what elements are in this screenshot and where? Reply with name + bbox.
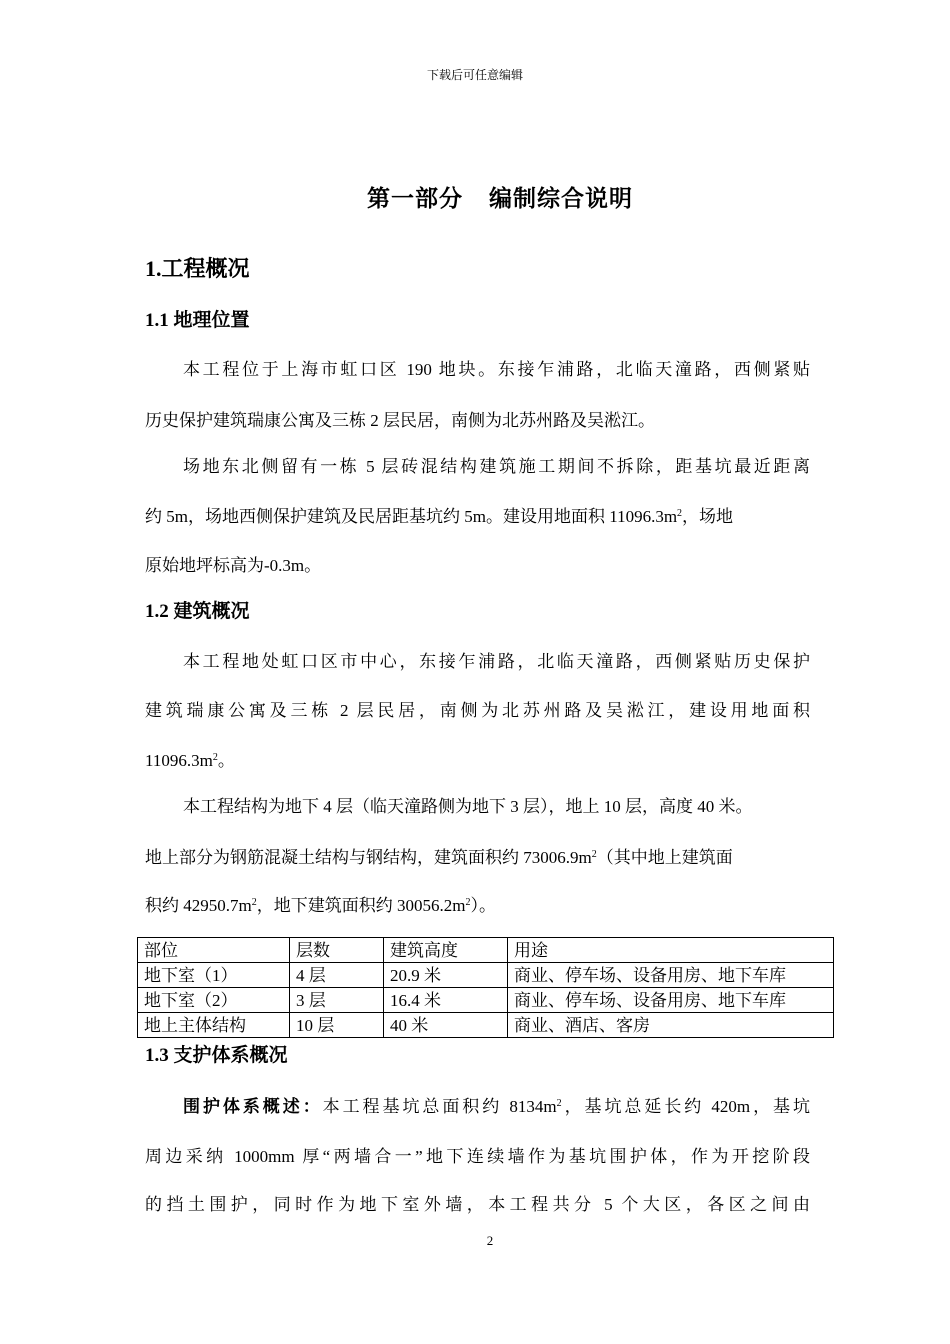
table-cell: 16.4 米	[384, 988, 508, 1013]
paragraph-line: 本工程地处虹口区市中心，东接乍浦路，北临天潼路，西侧紧贴历史保护	[183, 652, 810, 671]
text-run: 约 5m，场地西侧保护建筑及民居距基坑约 5m。建设用地面积 11096.3m	[145, 507, 678, 526]
text-run: （其中地上建筑面	[596, 848, 733, 867]
building-summary-table	[137, 937, 834, 1038]
section-heading-1-3: 1.3 支护体系概况	[145, 1045, 288, 1066]
superscript: 2	[212, 752, 218, 763]
table-header-cell: 用途	[508, 938, 834, 963]
paragraph-line	[183, 1092, 810, 1117]
paragraph-line: 原始地坪标高为-0.3m。	[145, 556, 322, 575]
paragraph-line	[145, 891, 810, 916]
paragraph-line: 历史保护建筑瑞康公寓及三栋 2 层民居，南侧为北苏州路及吴淞江。	[145, 411, 655, 430]
table-cell: 商业、酒店、客房	[508, 1013, 834, 1038]
table-cell: 地上主体结构	[138, 1013, 290, 1038]
text-run: 本工程基坑总面积约 8134m	[322, 1097, 557, 1116]
text-run: ，场地	[682, 507, 734, 526]
paragraph-line: 本工程位于上海市虹口区 190 地块。东接乍浦路，北临天潼路，西侧紧贴	[183, 360, 810, 379]
section-heading-1-1: 1.1 地理位置	[145, 310, 250, 331]
text-run: ，基坑总延长约 420m，基坑	[561, 1097, 810, 1116]
paragraph-line: 的挡土围护，同时作为地下室外墙，本工程共分 5 个大区，各区之间由	[145, 1195, 810, 1214]
page-number: 2	[486, 1233, 494, 1248]
superscript: 2	[556, 1098, 562, 1109]
table-header-cell: 部位	[138, 938, 290, 963]
table-header-cell: 层数	[290, 938, 384, 963]
paragraph-line: 场地东北侧留有一栋 5 层砖混结构建筑施工期间不拆除，距基坑最近距离	[183, 457, 810, 476]
section-heading-1: 1.工程概况	[145, 256, 250, 281]
table-row	[138, 1013, 834, 1038]
superscript: 2	[677, 508, 683, 519]
text-run: 地上部分为钢筋混凝土结构与钢结构，建筑面积约 73006.9m	[145, 848, 592, 867]
bold-keyword: 围护体系概述：	[183, 1097, 323, 1116]
superscript: 2	[591, 849, 597, 860]
table-cell: 地下室（1）	[138, 963, 290, 988]
table-cell: 20.9 米	[384, 963, 508, 988]
table-cell: 地下室（2）	[138, 988, 290, 1013]
paragraph-line: 建筑瑞康公寓及三栋 2 层民居，南侧为北苏州路及吴淞江，建设用地面积	[145, 701, 810, 720]
superscript: 2	[465, 897, 471, 908]
table-header-row	[138, 938, 834, 963]
superscript: 2	[251, 897, 257, 908]
paragraph-line	[145, 843, 810, 868]
paragraph-line: 周边采纳 1000mm 厚“两墙合一”地下连续墙作为基坑围护体，作为开挖阶段	[145, 1147, 810, 1166]
table-cell: 10 层	[290, 1013, 384, 1038]
table-cell: 商业、停车场、设备用房、地下车库	[508, 963, 834, 988]
text-run: 。	[217, 751, 235, 770]
table-row	[138, 963, 834, 988]
table-cell: 4 层	[290, 963, 384, 988]
title-name: 编制综合说明	[489, 186, 633, 211]
paragraph-line: 本工程结构为地下 4 层（临天潼路侧为地下 3 层），地上 10 层，高度 40 米。	[183, 797, 753, 816]
table-cell: 商业、停车场、设备用房、地下车库	[508, 988, 834, 1013]
text-run: ）。	[470, 896, 496, 915]
table-cell: 3 层	[290, 988, 384, 1013]
document-title	[0, 180, 950, 213]
table-cell: 40 米	[384, 1013, 508, 1038]
paragraph-line	[145, 502, 810, 527]
page-header-note: 下载后可任意编辑	[426, 68, 523, 82]
table-header-cell: 建筑高度	[384, 938, 508, 963]
title-part: 第一部分	[367, 186, 463, 211]
table-row	[138, 988, 834, 1013]
paragraph-line	[145, 746, 810, 771]
text-run: ，地下建筑面积约 30056.2m	[256, 896, 466, 915]
text-run: 11096.3m	[145, 751, 213, 770]
section-heading-1-2: 1.2 建筑概况	[145, 601, 250, 622]
text-run: 积约 42950.7m	[145, 896, 252, 915]
